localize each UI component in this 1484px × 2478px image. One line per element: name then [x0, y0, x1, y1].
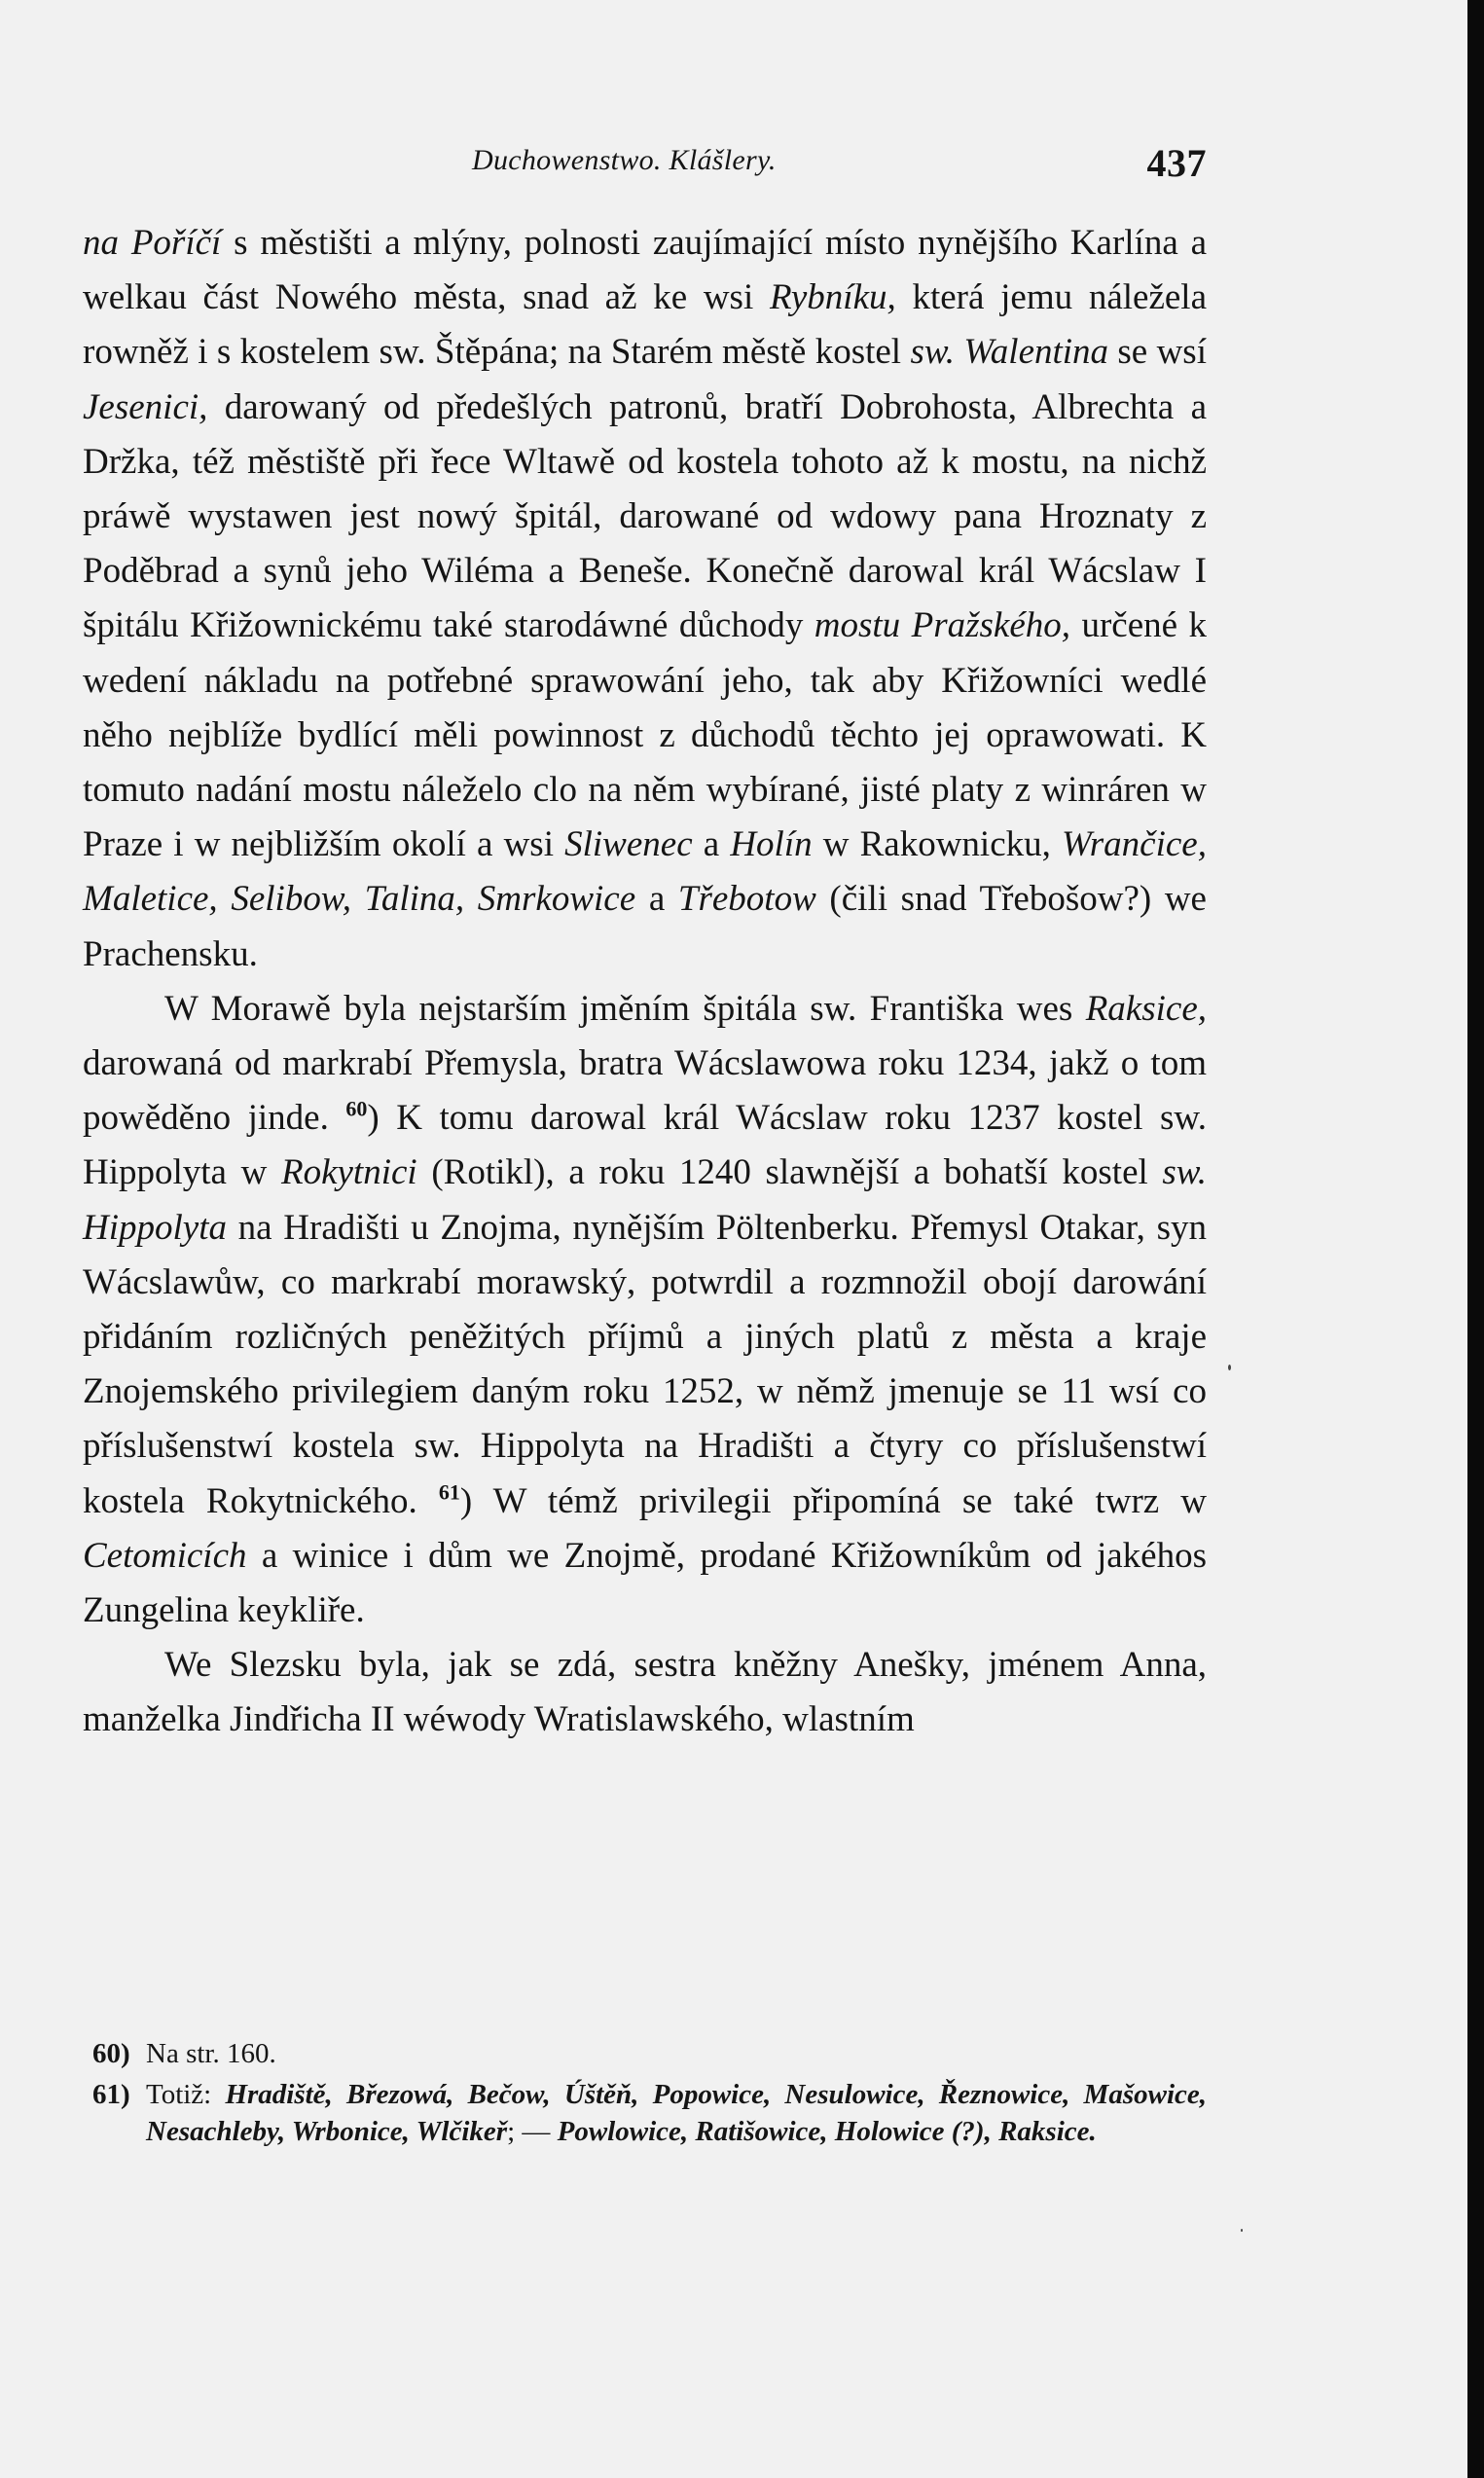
running-head: Duchowenstwo. Klášlery. [472, 144, 777, 176]
footnote [92, 2076, 1207, 2150]
italic-name: Rybníku, [769, 277, 896, 318]
text-run: W Morawě byla nejstarším jměním špitála sw. Františka wes [164, 988, 1086, 1029]
footnote-mark: 60) [92, 2038, 130, 2069]
italic-name: mostu Pražského, [814, 605, 1071, 646]
text-run: s městišti a mlýny, polnosti zaujímající místo nynějšího Karlína a welkau část Nowého města, snad až ke wsi [83, 223, 1207, 318]
text-run: ) K tomu darowal král Wácslaw roku 1237 kostel sw. Hippolyta w [83, 1098, 1207, 1193]
italic-name: Holín [730, 824, 813, 865]
italic-name: Hradiště, Březowá, Bečow, Úštěň, Popowice, Nesulowice, Řeznowice, Mašowice, Nesachleby, Wrbonice, Wlčikeř [146, 2079, 1207, 2147]
italic-name: sw. Walentina [910, 332, 1109, 373]
italic-name: Raksice, [1085, 988, 1207, 1029]
italic-name: Wrančice, Maletice, Selibow, Talina, Smrkowice [83, 824, 1207, 920]
text-run: a winice i dům we Znojmě, prodané Křižowníkům od jakéhos Zungelina keykliře. [83, 1535, 1207, 1631]
italic-name: Sliwenec [564, 824, 693, 865]
footnote-ref: 60 [345, 1096, 368, 1121]
text-run: (Rotikl), a roku 1240 slawnější a bohatší kostel [416, 1152, 1163, 1193]
footnote-text [146, 2076, 1207, 2150]
scan-speck [1241, 2229, 1243, 2232]
text-run: ; — [507, 2116, 558, 2147]
text-run: ) W témž privilegii připomíná se také twrz w [459, 1480, 1207, 1521]
footnote-mark: 61) [92, 2079, 130, 2110]
text-run: na Hradišti u Znojma, nynějším Pöltenberku. Přemysl Otakar, syn Wácslawůw, co markrabí morawský, potwrdil a rozmnožil obojí darowání přidáním rozličných peněžitých příjmů a jiných platů z města a kraje Znojemského privilegiem daným roku 1252, w němž jmenuje se 11 wsí co příslušenstwí kostela sw. Hippolyta na Hradišti a čtyry co příslušenstwí kostela Rokytnického. [83, 1207, 1207, 1521]
scan-edge [1467, 0, 1484, 2478]
text-run: Na str. 160. [146, 2038, 276, 2069]
italic-name: na Poříčí [83, 223, 222, 263]
text-run: se wsí [1108, 332, 1207, 373]
text-run: w Rakownicku, [812, 824, 1062, 865]
italic-name: Třebotow [677, 879, 816, 920]
text-run: která jemu náležela rowněž i s kostelem sw. Štěpána; na Starém městě kostel [83, 277, 1207, 373]
text-run: a [692, 824, 731, 865]
paragraph [83, 982, 1207, 1638]
text-run: Totiž: [146, 2079, 226, 2110]
text-run: We Slezsku byla, jak se zdá, sestra kněžny Anešky, jménem Anna, manželka Jindřicha II wéwody Wratislawského, wlastním [83, 1645, 1207, 1740]
italic-name: Jesenici, [83, 386, 208, 427]
footnote [92, 2035, 1207, 2072]
italic-name: Powlowice, Ratišowice, Holowice (?), Raksice. [557, 2116, 1097, 2147]
main-text [83, 216, 1207, 1748]
paragraph [83, 1638, 1207, 1747]
italic-name: Rokytnici [280, 1152, 417, 1193]
text-run: (čili snad Třebošow?) we Prachensku. [83, 879, 1207, 974]
footnote-ref: 61 [438, 1479, 460, 1505]
footnote-text [146, 2035, 1207, 2072]
page-header [88, 141, 1207, 191]
footnotes [92, 2035, 1207, 2154]
text-run: darowaná od markrabí Přemysla, bratra Wácslawowa roku 1234, jakž o tom powěděno jinde. [83, 1043, 1207, 1139]
italic-name: Cetomicích [83, 1535, 247, 1576]
text-run: a [635, 879, 678, 920]
paragraph [83, 216, 1207, 982]
page-number: 437 [1146, 141, 1207, 185]
text-run: darowaný od předešlých patronů, bratří Dobrohosta, Albrechta a Držka, též městiště při řece Wltawě od kostela tohoto až k mostu, na nichž práwě wystawen jest nowý špitál, darowané od wdowy pana Hroznaty z Poděbrad a synů jeho Wiléma a Beneše. Konečně darowal král Wácslaw I špitálu Křižownickému také starodáwné důchody [83, 386, 1207, 646]
text-run: určené k wedení nákladu na potřebné sprawowání jeho, tak aby Křižowníci wedlé něho nejblíže bydlící měli powinnost z důchodů těchto jej oprawowati. K tomuto nadání mostu náleželo clo na něm wybírané, jisté platy z winráren w Praze i w nejbližším okolí a wsi [83, 605, 1207, 865]
scan-speck [1228, 1365, 1231, 1370]
italic-name: sw. Hippolyta [83, 1152, 1207, 1248]
